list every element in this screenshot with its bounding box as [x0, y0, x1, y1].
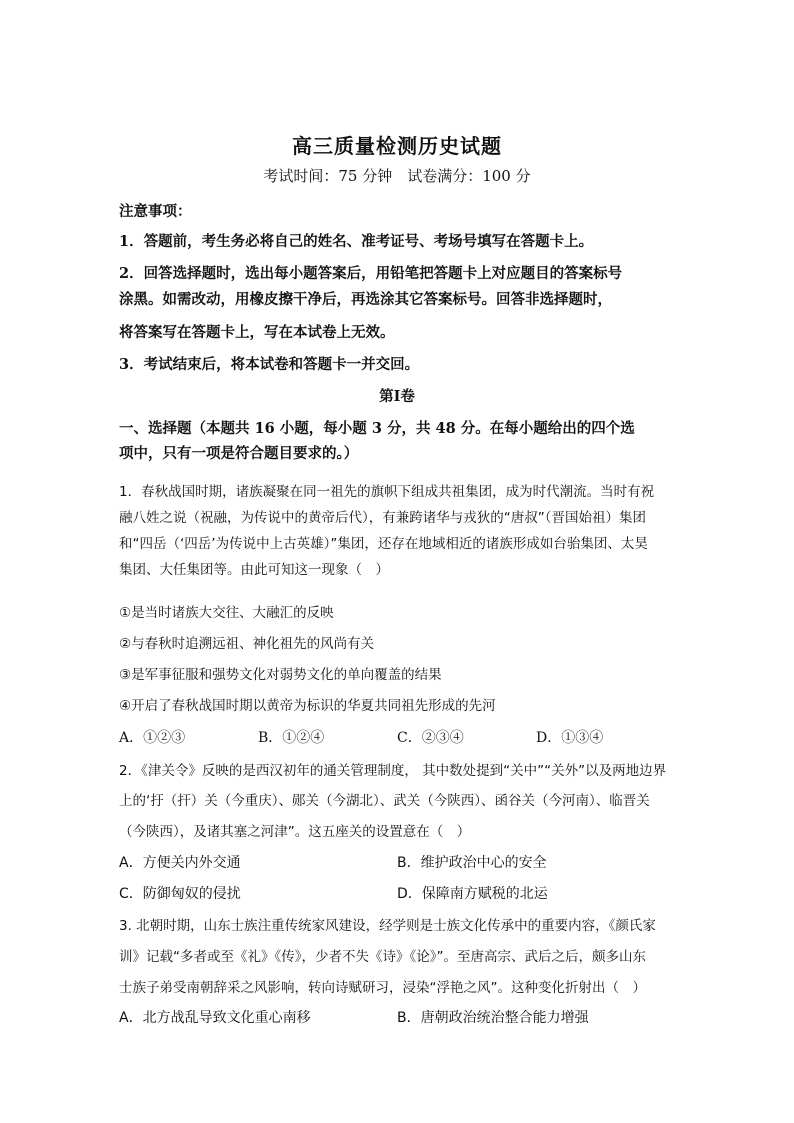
- question-1-statement: ②与春秋时追溯远祖、神化祖先的风尚有关: [119, 636, 375, 652]
- question-3-option-b: B．唐朝政治统治整合能力增强: [397, 1010, 589, 1026]
- notice-item: 3．考试结束后，将本试卷和答题卡一并交回。: [119, 356, 420, 373]
- page-title: 高三质量检测历史试题: [292, 134, 502, 158]
- exam-info: 考试时间：75 分钟 试卷满分：100 分: [263, 167, 531, 185]
- question-3-option-a: A．北方战乱导致文化重心南移: [119, 1010, 311, 1026]
- question-2-text: （今陕西），及诸其塞之河津”。这五座关的设置意在（ ）: [119, 824, 471, 840]
- question-3-text: 士族子弟受南朝辞采之风影响，转向诗赋研习，浸染“浮艳之风”。这种变化折射出（ ）: [119, 980, 646, 996]
- question-1-option-c: C．②③④: [397, 730, 464, 746]
- section-heading: 项中，只有一项是符合题目要求的。）: [119, 445, 359, 462]
- question-1-statement: ①是当时诸族大交往、大融汇的反映: [119, 605, 334, 621]
- question-1-option-b: B．①②④: [258, 730, 325, 746]
- notice-item: 将答案写在答题卡上，写在本试卷上无效。: [119, 324, 395, 341]
- question-2-option-c: C．防御匈奴的侵扰: [119, 886, 241, 902]
- notice-heading: 注意事项：: [119, 203, 192, 220]
- question-2-option-a: A．方便关内外交通: [119, 855, 241, 871]
- notice-item: 涂黑。如需改动，用橡皮擦干净后，再选涂其它答案标号。回答非选择题时，: [119, 291, 612, 308]
- question-1-option-d: D．①③④: [536, 730, 604, 746]
- question-1-statement: ③是军事征服和强势文化对弱势文化的单向覆盖的结果: [119, 667, 442, 683]
- question-1-statement: ④开启了春秋战国时期以黄帝为标识的华夏共同祖先形成的先河: [119, 698, 496, 714]
- question-1-text: 融八姓之说（祝融，为传说中的黄帝后代），有兼跨诸华与戎狄的“唐叔”（晋国始祖）集团: [119, 510, 646, 526]
- notice-item: 2．回答选择题时，选出每小题答案后，用铅笔把答题卡上对应题目的答案标号: [119, 265, 623, 282]
- question-2-text: 2．《津关令》反映的是西汉初年的通关管理制度， 其中数处提到“关中”“关外”以及两地边界: [119, 763, 667, 779]
- notice-item: 1．答题前，考生务必将自己的姓名、准考证号、考场号填写在答题卡上。: [119, 233, 594, 250]
- question-3-text: 训》记载“多者或至《礼》《传》，少者不失《诗》《论》”。至唐高宗、武后之后，颇多山东: [119, 949, 646, 965]
- question-2-option-d: D．保障南方赋税的北运: [397, 886, 548, 902]
- question-2-text: 上的‘扜（扞）关（今重庆）、郧关（今湖北）、武关（今陕西）、函谷关（今河南）、临晋关: [119, 793, 650, 809]
- question-3-text: 3. 北朝时期，山东士族注重传统家风建设，经学则是士族文化传承中的重要内容，《颜氏家: [119, 918, 656, 934]
- volume-heading: 第Ⅰ卷: [379, 388, 415, 405]
- section-heading: 一、选择题（本题共 16 小题，每小题 3 分，共 48 分。在每小题给出的四个选: [119, 420, 635, 437]
- question-1-text: 集团、大任集团等。由此可知这一现象（ ）: [119, 562, 389, 578]
- question-2-option-b: B．维护政治中心的安全: [397, 855, 547, 871]
- question-1-option-a: A．①②③: [119, 730, 186, 746]
- question-1-text: 1．春秋战国时期，诸族凝聚在同一祖先的旗帜下组成共祖集团，成为时代潮流。当时有祝: [119, 484, 655, 500]
- question-1-text: 和“四岳（‘四岳’为传说中上古英雄）”集团，还存在地域相近的诸族形成如台骀集团、太昊: [119, 536, 648, 552]
